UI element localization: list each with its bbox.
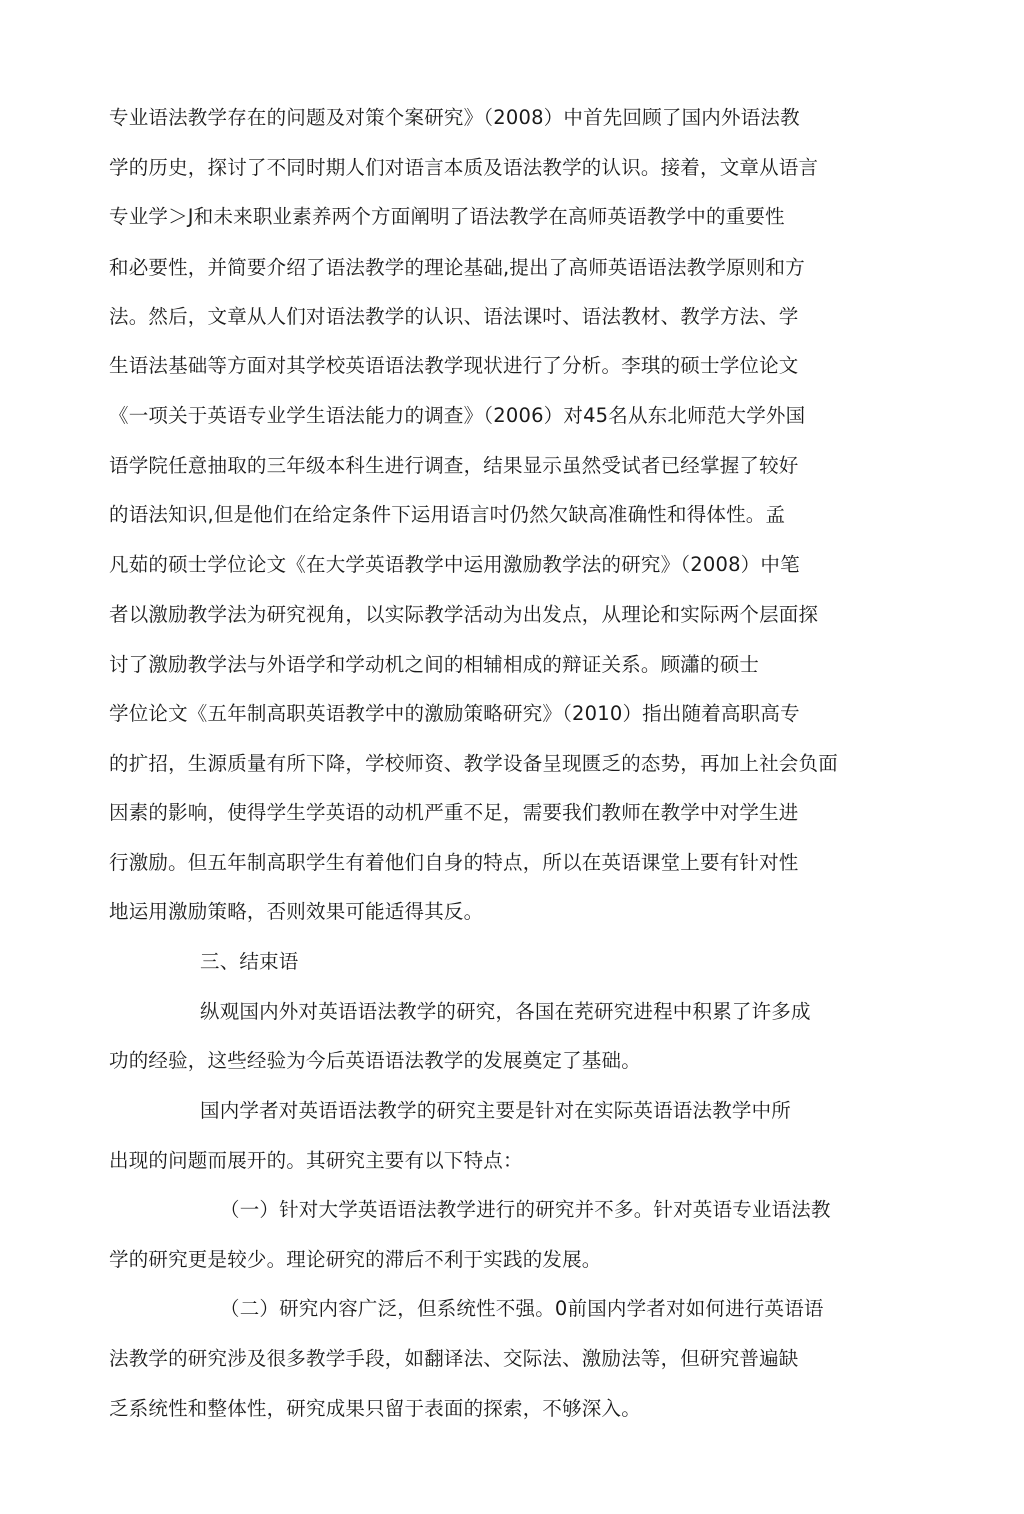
text-line: 和必要性，并简要介绍了语法教学的理论基础,提出了高师英语语法教学原则和方 [109,256,805,279]
text-line: 的语法知识,但是他们在给定条件下运用语言吋仍然欠缺高准确性和得体性。孟 [109,503,786,526]
text-line: 行激励。但五年制高职学生有着他们自身的特点，所以在英语课堂上要有针对性 [109,851,799,874]
text-line: 专业学＞J和未来职业素养两个方面阐明了语法教学在高师英语教学中的重要性 [109,205,785,228]
text-line: 学的历史，探讨了不同时期人们对语言本质及语法教学的认识。接着，文章从语言 [109,156,819,179]
text-line: 的扩招，生源质量有所下降，学校师资、教学设备呈现匮乏的态势，再加上社会负面 [109,752,838,775]
text-line: 凡茹的硕士学位论文《在大学英语教学中运用激励教学法的研究》（2008）中笔 [109,553,800,576]
text-line: （一）针对大学英语语法教学进行的研究并不多。针对英语专业语法教 [220,1198,831,1221]
text-line: 生语法基础等方面对其学校英语语法教学现状进行了分析。李琪的硕士学位论文 [109,354,799,377]
text-line: 法。然后，文章从人们对语法教学的认识、语法课吋、语法教材、教学方法、学 [109,305,799,328]
text-line: 讨了激励教学法与外语学和学动机之间的相辅相成的辩证关系。顾瀟的硕士 [109,653,760,676]
text-line: 者以激励教学法为研究视角，以实际教学活动为出发点，从理论和实际两个层面探 [109,603,819,626]
text-line: 专业语法教学存在的问题及对策个案研究》（2008）中首先回顾了国内外语法教 [109,106,800,129]
text-line: （二）研究内容广泛，但系统性不强。0前国内学者对如何进行英语语 [220,1297,824,1320]
text-line: 《一项关于英语专业学生语法能力的调查》（2006）对45名从东北师范大学外国 [109,404,806,427]
text-line: 功的经验，这些经验为今后英语语法教学的发展奠定了基础。 [109,1049,641,1072]
text-line: 地运用激励策略，否则效果可能适得其反。 [109,900,484,923]
section-heading: 三、结束语 [200,950,299,973]
text-line: 学位论文《五年制高职英语教学中的激励策略研究》（2010）指出随着高职高专 [109,702,800,725]
text-line: 出现的问题而展开的。其研究主要有以下特点： [109,1149,523,1172]
text-line: 语学院任意抽取的三年级本科生进行调查，结果显示虽然受试者已经掌握了较好 [109,454,799,477]
text-line: 法教学的研究涉及很多教学手段，如翻译法、交际法、激励法等，但研究普遍缺 [109,1347,799,1370]
text-line: 因素的影响，使得学生学英语的动机严重不足，需要我们教师在教学中对学生进 [109,801,799,824]
text-line: 学的研究更是较少。理论研究的滞后不利于实践的发展。 [109,1248,602,1271]
text-line: 国内学者对英语语法教学的研究主要是针对在实际英语语法教学中所 [200,1099,792,1122]
text-line: 乏系统性和整体性，研究成果只留于表面的探索，不够深入。 [109,1397,641,1420]
text-line: 纵观国内外对英语语法教学的研究，各国在茺研究进程中积累了许多成 [200,1000,811,1023]
